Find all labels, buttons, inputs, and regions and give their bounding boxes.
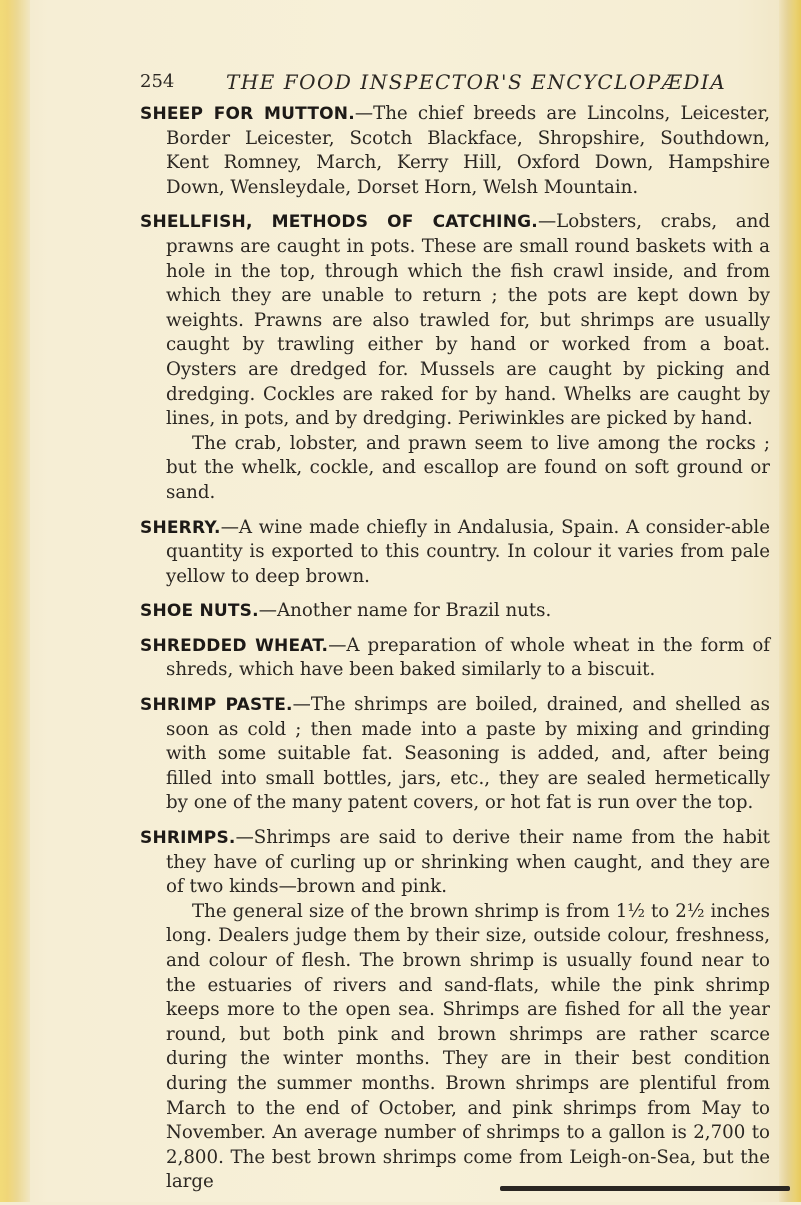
entry-shellfish <box>140 210 770 505</box>
entry-paragraph <box>140 210 770 431</box>
page-bottom-rule <box>500 1186 790 1191</box>
entry-heading: SHERRY. <box>140 517 221 538</box>
entry-heading: SHREDDED WHEAT. <box>140 635 329 656</box>
entry-text: —Shrimps are said to derive their name from the habit they have of curling up or shrinking when caught, and they are of two kinds—brown and pink. <box>166 827 770 898</box>
entry-heading: SHRIMP PASTE. <box>140 695 293 716</box>
entry-text: —A preparation of whole wheat in the form of shreds, which have been baked similarly to a biscuit. <box>166 634 770 681</box>
entry-text: —A wine made chiefly in Andalusia, Spain. A consider-able quantity is exported to this country. In colour it varies from pale yellow to deep brown. <box>166 516 770 587</box>
entry-shoe-nuts <box>140 599 770 624</box>
entry-sheep-for-mutton <box>140 102 770 200</box>
entry-text: —The chief breeds are Lincolns, Leicester, Border Leicester, Scotch Blackface, Shropshire, Southdown, Kent Romney, March, Kerry Hill, Oxford Down, Hampshire Down, Wensleydale, Dorset Horn, Welsh Mountain. <box>166 103 770 198</box>
entry-shredded-wheat <box>140 634 770 683</box>
entry-text: —Lobsters, crabs, and prawns are caught in pots. These are small round baskets with a hole in the top, through which the fish crawl inside, and from which they are unable to return ; the pots are kept down by weights. Prawns are also trawled for, but shrimps are usually caught by trawling either by hand or worked from a boat. Oysters are dredged for. Mussels are caught by picking and dredging. Cockles are raked for by hand. Whelks are caught by lines, in pots, and by dredging. Periwinkles are picked by hand. <box>166 211 770 430</box>
page-number: 254 <box>140 71 175 92</box>
running-title: THE FOOD INSPECTOR'S ENCYCLOPÆDIA <box>226 70 727 94</box>
entry-paragraph: The general size of the brown shrimp is from 1½ to 2½ inches long. Dealers judge them by their size, outside colour, freshness, and colour of flesh. The brown shrimp is usually found near to the estuaries of rivers and sand-flats, while the pink shrimp keeps more to the open sea. Shrimps are fished for all the year round, but both pink and brown shrimps are rather scarce during the winter months. They are in their best condition during the summer months. Brown shrimps are plentiful from March to the end of October, and pink shrimps from May to November. An average number of shrimps to a gallon is 2,700 to 2,800. The best brown shrimps come from Leigh-on-Sea, but the large <box>166 900 770 1193</box>
entry-paragraph: The crab, lobster, and prawn seem to live among the rocks ; but the whelk, cockle, and escallop are found on soft ground or sand. <box>166 432 770 503</box>
entry-heading: SHEEP FOR MUTTON. <box>140 104 355 124</box>
page-edge-discoloration <box>779 0 801 1202</box>
entry-shrimps <box>140 826 770 1195</box>
entry-heading: SHOE NUTS. <box>140 601 259 622</box>
entry-paragraph <box>140 693 770 816</box>
entry-text: —Another name for Brazil nuts. <box>258 600 552 622</box>
entry-paragraph <box>140 102 770 200</box>
entry-sherry <box>140 516 770 590</box>
page-gutter-shadow <box>0 0 30 1202</box>
entry-heading: SHELLFISH, METHODS OF CATCHING. <box>140 212 538 233</box>
entry-text: —The shrimps are boiled, drained, and shelled as soon as cold ; then made into a paste by mixing and grinding with some suitable fat. Seasoning is added, and, after being filled into small bottles, jars, etc., they are sealed hermetically by one of the many patent covers, or hot fat is run over the top. <box>166 694 770 814</box>
entry-paragraph <box>140 599 770 624</box>
entry-paragraph <box>140 516 770 590</box>
entry-paragraph <box>140 634 770 683</box>
entry-heading: SHRIMPS. <box>140 828 236 849</box>
encyclopedia-entries <box>140 102 770 1205</box>
entry-paragraph <box>140 826 770 900</box>
entry-shrimp-paste <box>140 693 770 816</box>
